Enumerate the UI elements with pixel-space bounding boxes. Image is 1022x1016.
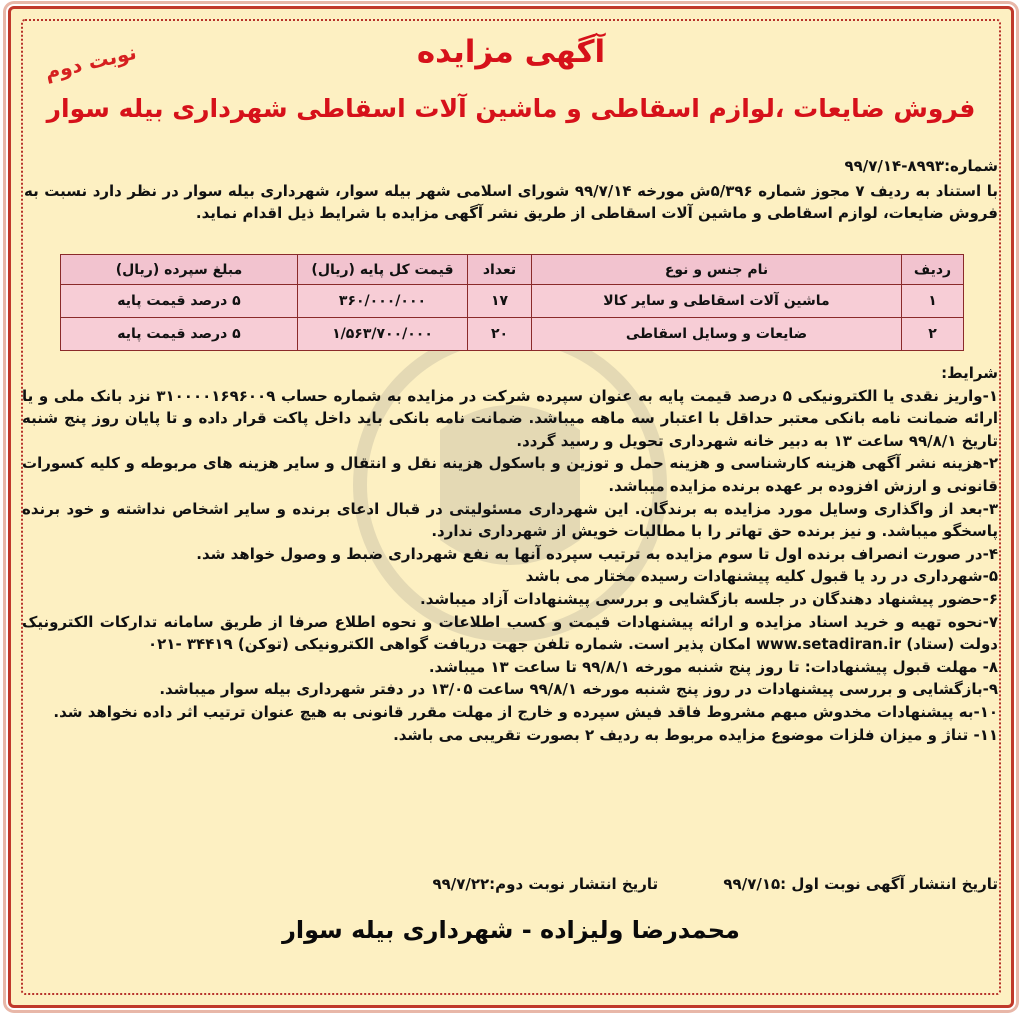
condition-item: ۱۰-به پیشنهادات مخدوش مبهم مشروط فاقد فیش سپرده و خارج از مهلت مقرر قانونی به هیچ عنوان ترتیب اثر داده نخواهد شد. [53,702,998,721]
cell-base-price: ۳۶۰/۰۰۰/۰۰۰ [298,285,468,318]
condition-item: ۲-هزینه نشر آگهی هزینه کارشناسی و هزینه حمل و توزین و باسکول هزینه نقل و انتقال و سایر هزینه های مربوطه و کلیه کسورات قانونی و ارزش افزوده بر عهده برنده مزایده میباشد. [22,454,998,495]
cell-quantity: ۲۰ [468,318,532,351]
condition-item: ۱-واریز نقدی یا الکترونیکی ۵ درصد قیمت پایه به عنوان سپرده شرکت در مزایده به شماره حساب ۳۱۰۰۰۰۱۶۹۶۰۰۹ نزد بانک ملی و یا ارائه ضمانت نامه بانکی معتبر حداقل با اعتبار سه ماهه میباشد. ضمانت نامه بانکی باید داخل پاکت قرار داده و تا پایان روز پنج شنبه تاریخ ۹۹/۸/۱ ساعت ۱۳ به دبیر خانه شهرداری تحویل و رسید گردد. [22,386,999,450]
cell-item-name: ضایعات و وسایل اسقاطی [532,318,902,351]
col-base-price: قیمت کل پایه (ریال) [298,255,468,285]
cell-deposit: ۵ درصد قیمت پایه [61,318,298,351]
table-row [61,285,964,318]
condition-item: ۹-بازگشایی و بررسی پیشنهادات در روز پنج شنبه مورخه ۹۹/۸/۱ ساعت ۱۳/۰۵ در دفتر شهرداری بیله سوار میباشد. [159,680,998,699]
cell-quantity: ۱۷ [468,285,532,318]
col-row: ردیف [902,255,964,285]
publication-dates [190,875,998,893]
cell-row: ۲ [902,318,964,351]
items-table [60,254,964,351]
cell-row: ۱ [902,285,964,318]
cell-item-name: ماشین آلات اسقاطی و سایر کالا [532,285,902,318]
notice-subtitle: فروش ضایعات ،لوازم اسقاطی و ماشین آلات اسقاطی شهرداری بیله سوار [46,94,976,123]
cell-base-price: ۱/۵۶۳/۷۰۰/۰۰۰ [298,318,468,351]
col-item-name: نام جنس و نوع [532,255,902,285]
first-publication-date: تاریخ انتشار آگهی نوبت اول :۹۹/۷/۱۵ [723,875,998,893]
conditions-title: شرایط: [941,364,998,382]
intro-paragraph: با استناد به ردیف ۷ مجوز شماره ۵/۳۹۶ش مورخه ۹۹/۷/۱۴ شورای اسلامی شهر بیله سوار، شهرداری بیله سوار در نظر دارد نسبت به فروش ضایعات، لوازم اسقاطی و ماشین آلات اسقاطی از طریق نشر آگهی مزایده با شرایط ذیل اقدام نماید. [24,182,998,222]
conditions-section [22,362,998,746]
signature-line: محمدرضا ولیزاده - شهرداری بیله سوار [282,916,740,944]
round-label: نوبت دوم [42,39,139,85]
table-row [61,318,964,351]
cell-deposit: ۵ درصد قیمت پایه [61,285,298,318]
condition-item: ۶-حضور پیشنهاد دهندگان در جلسه بازگشایی و بررسی پیشنهادات آزاد میباشد. [420,589,998,608]
condition-item: ۵-شهرداری در رد یا قبول کلیه پیشنهادات رسیده مختار می باشد [525,567,998,586]
col-quantity: تعداد [468,255,532,285]
col-deposit: مبلغ سپرده (ریال) [61,255,298,285]
second-publication-date: تاریخ انتشار نوبت دوم:۹۹/۷/۲۲ [432,875,659,893]
condition-item: ۱۱- تناژ و میزان فلزات موضوع مزایده مربوط به ردیف ۲ بصورت تقریبی می باشد. [393,725,998,744]
condition-item: ۷-نحوه تهیه و خرید اسناد مزایده و ارائه پیشنهادات قیمت و کسب اطلاعات و نحوه اطلاع صرفا از طریق سامانه تدارکات الکترونیک دولت (ستاد) www.setadiran.ir امکان پذیر است. شماره تلفن جهت دریافت گواهی الکترونیکی (توکن) ۳۴۴۱۹ -۰۲۱ [22,612,998,654]
table-header-row [61,255,964,285]
condition-item: ۴-در صورت انصراف برنده اول تا سوم مزایده به ترتیب سپرده آنها به نفع شهرداری ضبط و وصول خواهد شد. [196,544,998,563]
reference-number: شماره:۸۹۹۳-۹۹/۷/۱۴ [844,157,998,175]
condition-item: ۳-بعد از واگذاری وسایل مورد مزایده به برندگان. این شهرداری مسئولیتی در قبال ادعای برنده و سایر اشخاص نداشته و خود برنده پاسخگو میباشد. و نیز برنده حق تهاتر را با مطالبات خویش از شهرداری ندارد. [22,499,998,541]
notice-title: آگهی مزایده [416,34,606,70]
condition-item: ۸- مهلت قبول پیشنهادات: تا روز پنج شنبه مورخه ۹۹/۸/۱ تا ساعت ۱۳ میباشد. [428,657,998,676]
